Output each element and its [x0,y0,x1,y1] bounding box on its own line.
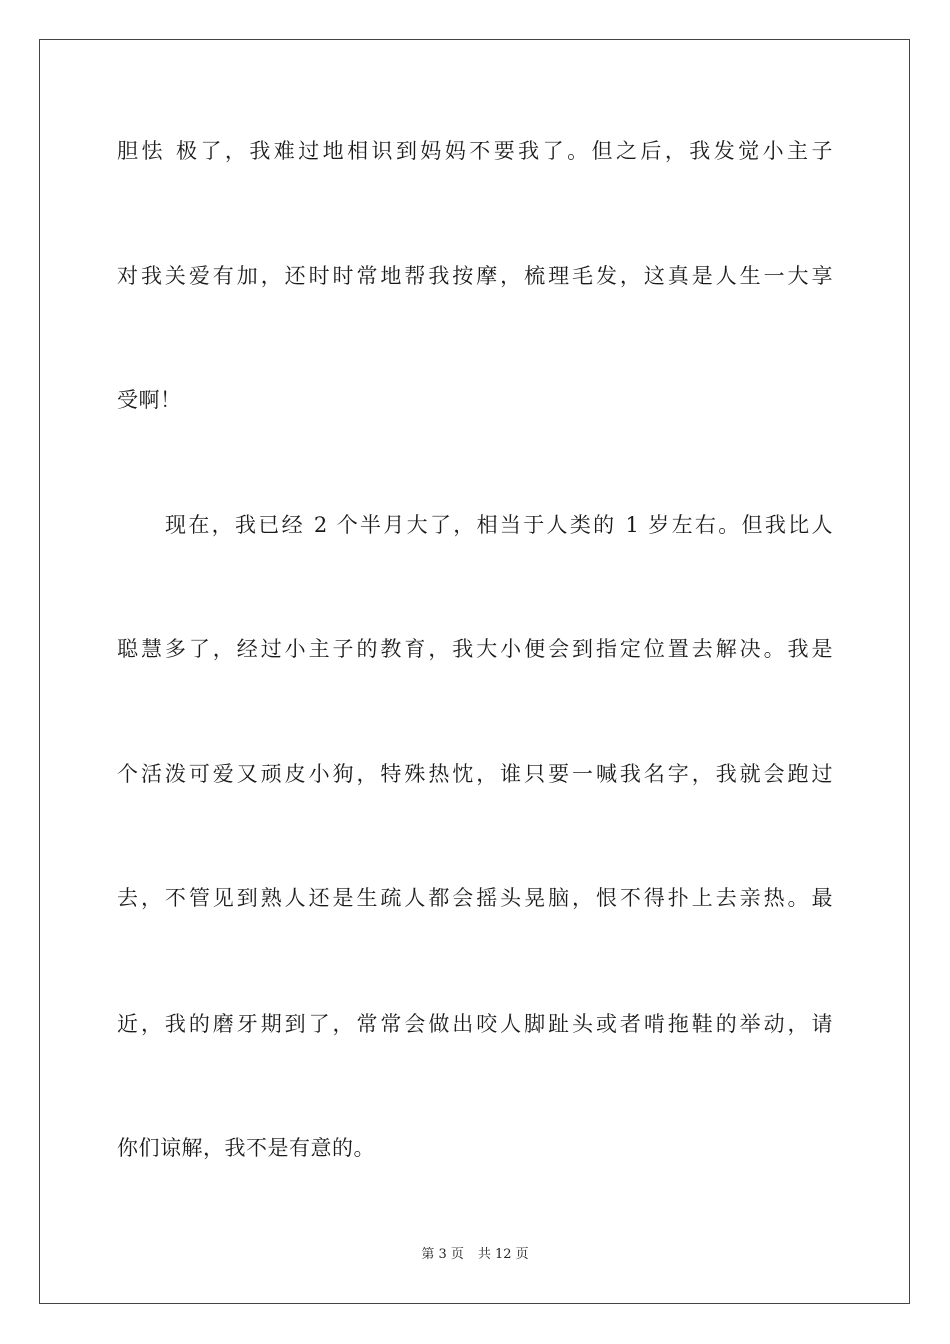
page-footer [0,1246,950,1264]
paragraph-line: 聪慧多了，经过小主子的教育，我大小便会到指定位置去解决。我是 [117,637,833,661]
paragraph-line: 你们谅解，我不是有意的。 [117,1136,375,1160]
paragraph-line: 现在，我已经 2 个半月大了，相当于人类的 1 岁左右。但我比人 [165,513,833,537]
paragraph-line: 对我关爱有加，还时时常地帮我按摩，梳理毛发，这真是人生一大享 [117,264,833,288]
paragraph-line: 胆怯 极了，我难过地相识到妈妈不要我了。但之后，我发觉小主子 [117,139,833,163]
page-total: 共 12 页 [477,1247,529,1262]
paragraph-line: 个活泼可爱又顽皮小狗，特殊热忱，谁只要一喊我名字，我就会跑过 [117,762,833,786]
page-border [39,39,910,1304]
paragraph-line: 近，我的磨牙期到了，常常会做出咬人脚趾头或者啃拖鞋的举动，请 [117,1012,833,1036]
paragraph-line: 去，不管见到熟人还是生疏人都会摇头晃脑，恨不得扑上去亲热。最 [117,886,833,910]
paragraph-line: 受啊！ [117,388,182,412]
page-number: 第 3 页 [421,1247,464,1262]
